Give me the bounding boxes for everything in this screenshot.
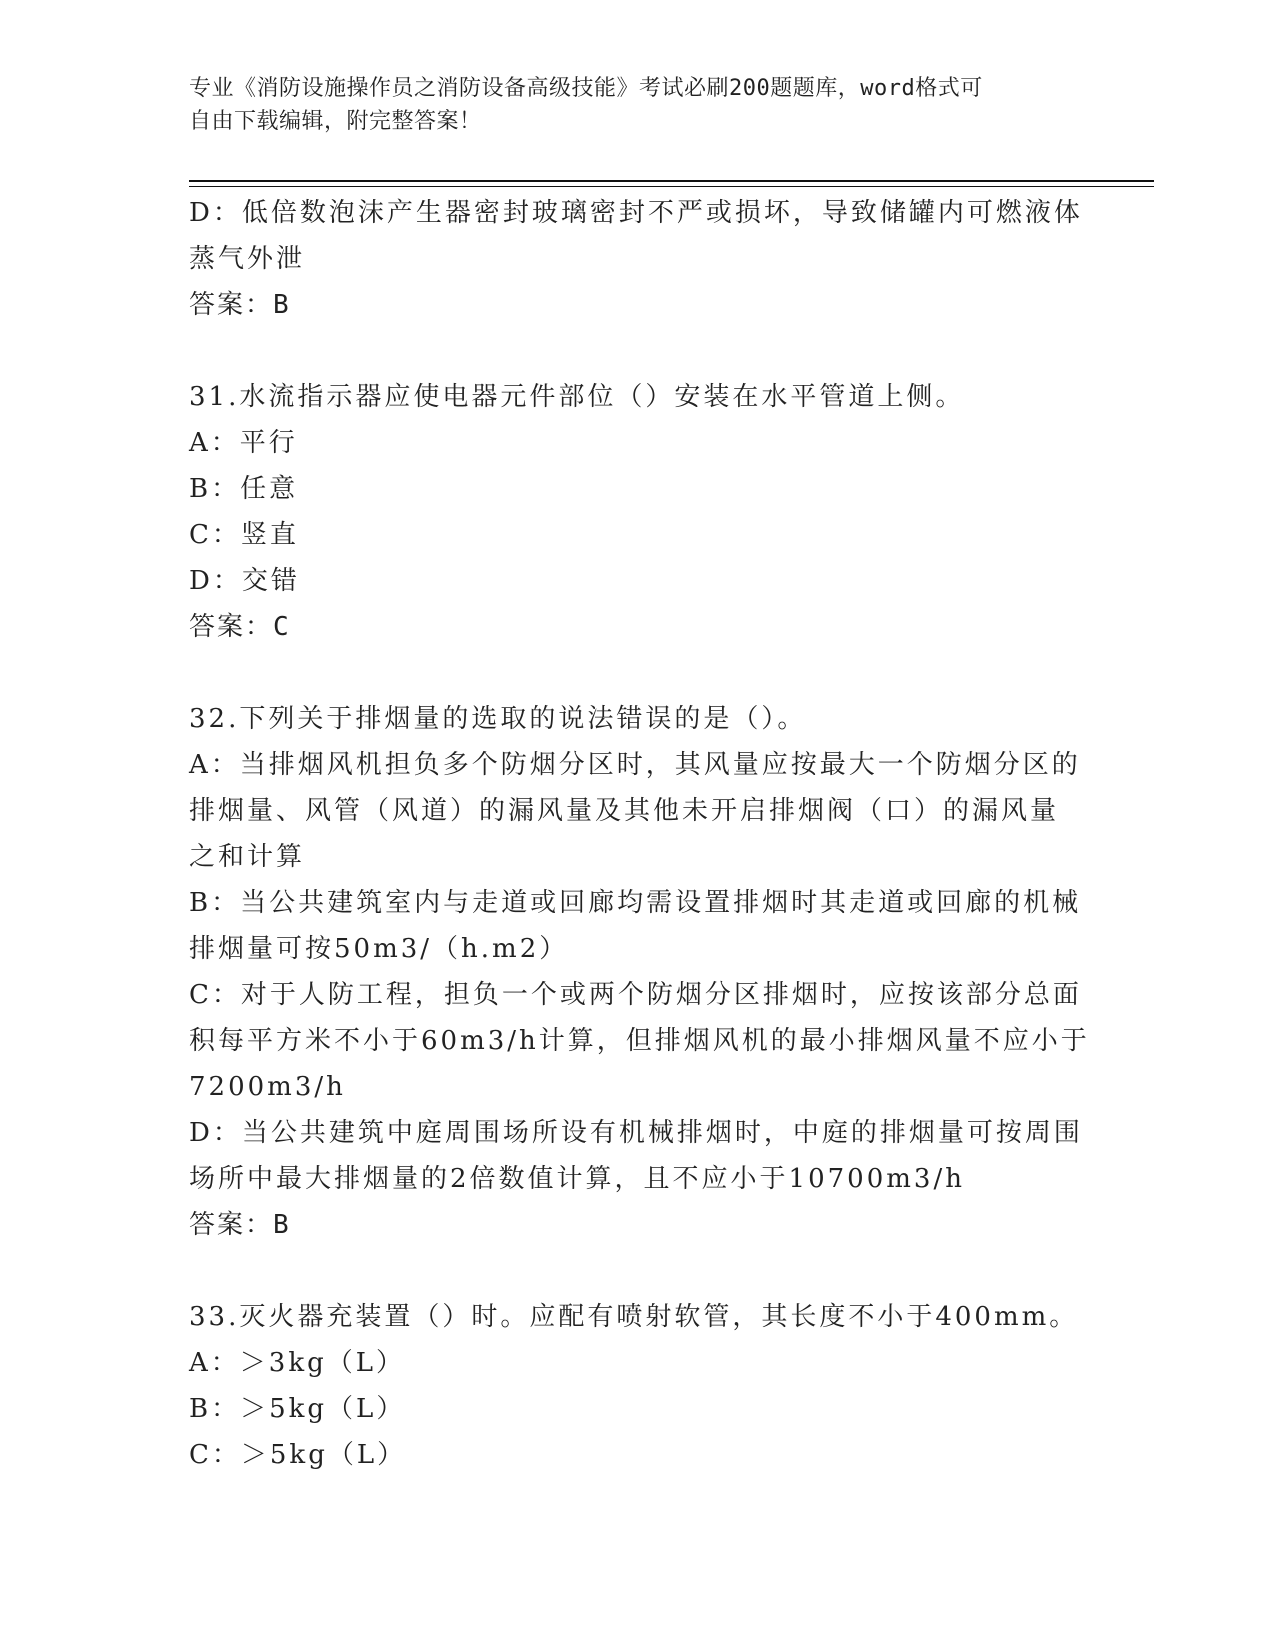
option-b: B：任意	[189, 474, 299, 504]
question-text: 32.下列关于排烟量的选取的说法错误的是（）。	[189, 704, 807, 734]
question-list	[189, 190, 1089, 1478]
option-b: B：＞5kg（L）	[189, 1394, 406, 1424]
option-b: B：当公共建筑室内与走道或回廊均需设置排烟时其走道或回廊的机械	[189, 888, 1082, 918]
question-33	[189, 1294, 1089, 1478]
question-32	[189, 696, 1089, 1248]
option-a-continued: 排烟量、风管（风道）的漏风量及其他未开启排烟阀（口）的漏风量	[189, 796, 1060, 826]
previous-question-tail	[189, 190, 1089, 328]
option-d-continued: 蒸气外泄	[189, 244, 306, 274]
option-a-continued: 之和计算	[189, 842, 306, 872]
option-c: C：＞5kg（L）	[189, 1440, 407, 1470]
answer: 答案：C	[189, 612, 291, 642]
header-divider-thin	[189, 186, 1154, 187]
option-d: D：当公共建筑中庭周围场所设有机械排烟时，中庭的排烟量可按周围	[189, 1118, 1083, 1148]
option-a: A：平行	[189, 428, 298, 458]
question-text: 31.水流指示器应使电器元件部位（）安装在水平管道上侧。	[189, 382, 965, 412]
option-c-continued: 7200m3/h	[189, 1072, 346, 1102]
answer: 答案：B	[189, 1210, 291, 1240]
answer: 答案：B	[189, 290, 291, 320]
header-divider	[189, 180, 1154, 182]
option-a: A：当排烟风机担负多个防烟分区时，其风量应按最大一个防烟分区的	[189, 750, 1081, 780]
option-d-continued: 场所中最大排烟量的2倍数值计算，且不应小于10700m3/h	[189, 1164, 965, 1194]
option-c: C：竖直	[189, 520, 299, 550]
header-line-2: 自由下载编辑，附完整答案！	[189, 109, 482, 134]
option-a: A：＞3kg（L）	[189, 1348, 405, 1378]
question-31	[189, 374, 1089, 650]
question-text: 33.灭火器充装置（）时。应配有喷射软管，其长度不小于400mm。	[189, 1302, 1079, 1332]
option-c: C：对于人防工程，担负一个或两个防烟分区排烟时，应按该部分总面	[189, 980, 1082, 1010]
document-header	[189, 72, 1069, 138]
option-b-continued: 排烟量可按50m3/（h.m2）	[189, 934, 569, 964]
option-d: D：低倍数泡沫产生器密封玻璃密封不严或损坏，导致储罐内可燃液体	[189, 198, 1083, 228]
option-c-continued: 积每平方米不小于60m3/h计算，但排烟风机的最小排烟风量不应小于	[189, 1026, 1090, 1056]
option-d: D：交错	[189, 566, 300, 596]
header-line-1: 专业《消防设施操作员之消防设备高级技能》考试必刷200题题库，word格式可	[189, 76, 983, 101]
